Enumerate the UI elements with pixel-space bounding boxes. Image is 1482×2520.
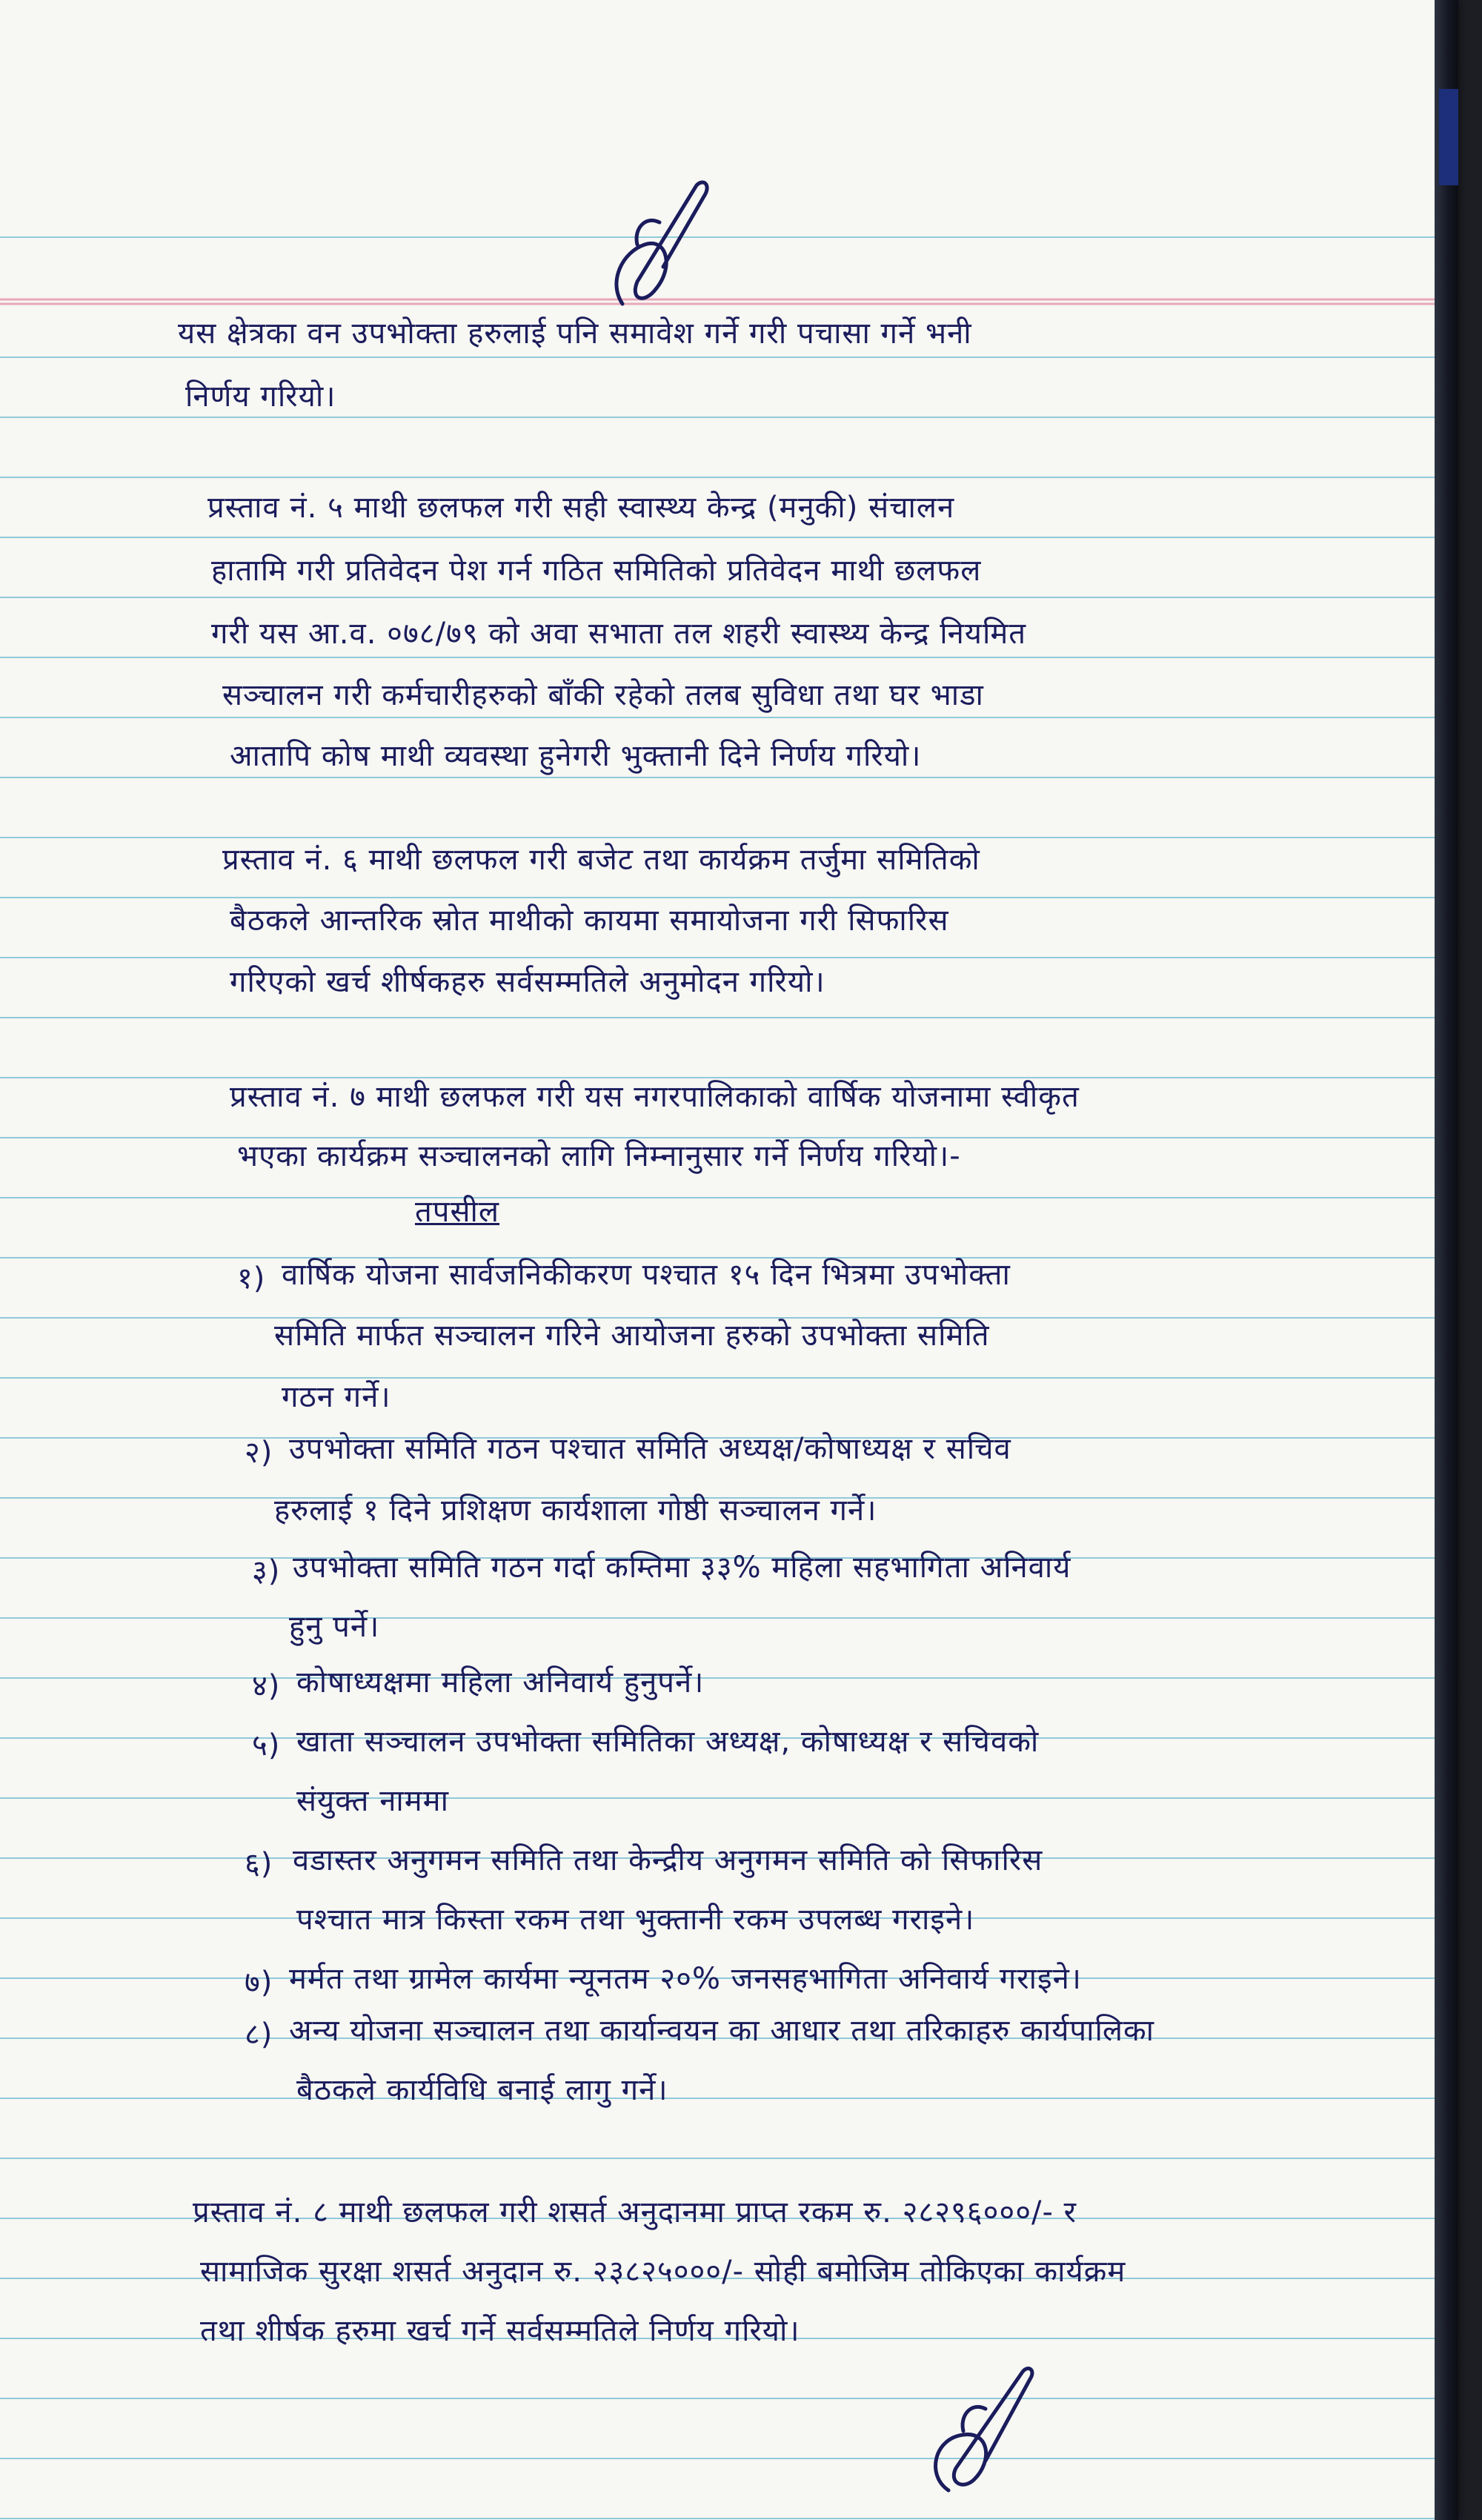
- p8-line-2: सामाजिक सुरक्षा शसर्त अनुदान रु. २३८२५०००/- सोही बमोजिम तोकिएका कार्यक्रम: [200, 2255, 1126, 2289]
- intro-line-1: यस क्षेत्रका वन उपभोक्ता हरुलाई पनि समावेश गर्ने गरी पचासा गर्ने भनी: [178, 316, 972, 351]
- p7-line-2: भएका कार्यक्रम सञ्चालनको लागि निम्नानुसार गर्ने निर्णय गरियो।-: [237, 1139, 961, 1173]
- binding-tab: [1439, 89, 1458, 185]
- item-5-line-2: संयुक्त नाममा: [296, 1784, 449, 1818]
- p8-line-1: प्रस्ताव नं. ८ माथी छलफल गरी शसर्त अनुदानमा प्राप्त रकम रु. २८२९६०००/- र: [193, 2195, 1077, 2229]
- signature-top: [593, 170, 741, 326]
- item-2-line-2: हरुलाई १ दिने प्रशिक्षण कार्यशाला गोष्ठी सञ्चालन गर्ने।: [274, 1493, 877, 1528]
- item-6-line-2: पश्चात मात्र किस्ता रकम तथा भुक्तानी रकम उपलब्ध गराइने।: [296, 1903, 975, 1937]
- item-8-line-1: अन्य योजना सञ्चालन तथा कार्यान्वयन का आधार तथा तरिकाहरु कार्यपालिका: [289, 2014, 1155, 2048]
- item-8-number: ८): [245, 2017, 273, 2052]
- item-3-line-1: उपभोक्ता समिति गठन गर्दा कम्तिमा ३३% महिला सहभागिता अनिवार्य: [293, 1551, 1071, 1585]
- p5-line-3: गरी यस आ.व. ०७८/७९ को अवा सभाता तल शहरी स्वास्थ्य केन्द्र नियमित: [211, 617, 1027, 651]
- p6-line-3: गरिएको खर्च शीर्षकहरु सर्वसम्मतिले अनुमोदन गरियो।: [230, 965, 825, 999]
- item-6-number: ६): [245, 1847, 273, 1881]
- p5-line-1: प्रस्ताव नं. ५ माथी छलफल गरी सही स्वास्थ्य केन्द्र (मनुकी) संचालन: [207, 491, 955, 525]
- p7-line-1: प्रस्ताव नं. ७ माथी छलफल गरी यस नगरपालिकाको वार्षिक योजनामा स्वीकृत: [230, 1080, 1080, 1114]
- signature-bottom: [904, 2350, 1067, 2513]
- item-7-number: ७): [245, 1966, 273, 2000]
- item-8-line-2: बैठकले कार्यविधि बनाई लागु गर्ने।: [296, 2073, 668, 2107]
- item-3-line-2: हुनु पर्ने।: [289, 1610, 380, 1644]
- item-3-number: ३): [252, 1554, 281, 1588]
- item-5-number: ५): [252, 1728, 281, 1763]
- item-4-line-1: कोषाध्यक्षमा महिला अनिवार्य हुनुपर्ने।: [296, 1665, 705, 1700]
- item-1-line-2: समिति मार्फत सञ्चालन गरिने आयोजना हरुको उपभोक्ता समिति: [274, 1319, 990, 1353]
- p5-line-2: हातामि गरी प्रतिवेदन पेश गर्न गठित समितिको प्रतिवेदन माथी छलफल: [211, 554, 982, 588]
- item-1-line-3: गठन गर्ने।: [282, 1380, 391, 1414]
- item-1-line-1: वार्षिक योजना सार्वजनिकीकरण पश्चात १५ दिन भित्रमा उपभोक्ता: [282, 1258, 1011, 1292]
- item-5-line-1: खाता सञ्चालन उपभोक्ता समितिका अध्यक्ष, कोषाध्यक्ष र सचिवको: [296, 1725, 1040, 1759]
- p7-heading: तपसील: [415, 1195, 500, 1229]
- item-2-number: २): [245, 1436, 273, 1470]
- p5-line-5: आतापि कोष माथी व्यवस्था हुनेगरी भुक्तानी दिने निर्णय गरियो।: [230, 739, 922, 773]
- p5-line-4: सञ्चालन गरी कर्मचारीहरुको बाँकी रहेको तलब सुविधा तथा घर भाडा: [222, 678, 984, 712]
- item-1-number: १): [237, 1261, 266, 1296]
- item-6-line-1: वडास्तर अनुगमन समिति तथा केन्द्रीय अनुगमन समिति को सिफारिस: [293, 1843, 1043, 1877]
- p6-line-1: प्रस्ताव नं. ६ माथी छलफल गरी बजेट तथा कार्यक्रम तर्जुमा समितिको: [222, 843, 980, 877]
- p8-line-3: तथा शीर्षक हरुमा खर्च गर्ने सर्वसम्मतिले निर्णय गरियो।: [200, 2314, 800, 2348]
- p6-line-2: बैठकले आन्तरिक स्रोत माथीको कायमा समायोजना गरी सिफारिस: [230, 903, 949, 938]
- notebook-binding-edge: [1435, 0, 1458, 2520]
- intro-line-2: निर्णय गरियो।: [185, 379, 336, 414]
- item-2-line-1: उपभोक्ता समिति गठन पश्चात समिति अध्यक्ष/कोषाध्यक्ष र सचिव: [289, 1432, 1011, 1466]
- item-4-number: ४): [252, 1669, 281, 1703]
- item-7-line-1: मर्मत तथा ग्रामेल कार्यमा न्यूनतम २०% जनसहभागिता अनिवार्य गराइने।: [289, 1962, 1082, 1996]
